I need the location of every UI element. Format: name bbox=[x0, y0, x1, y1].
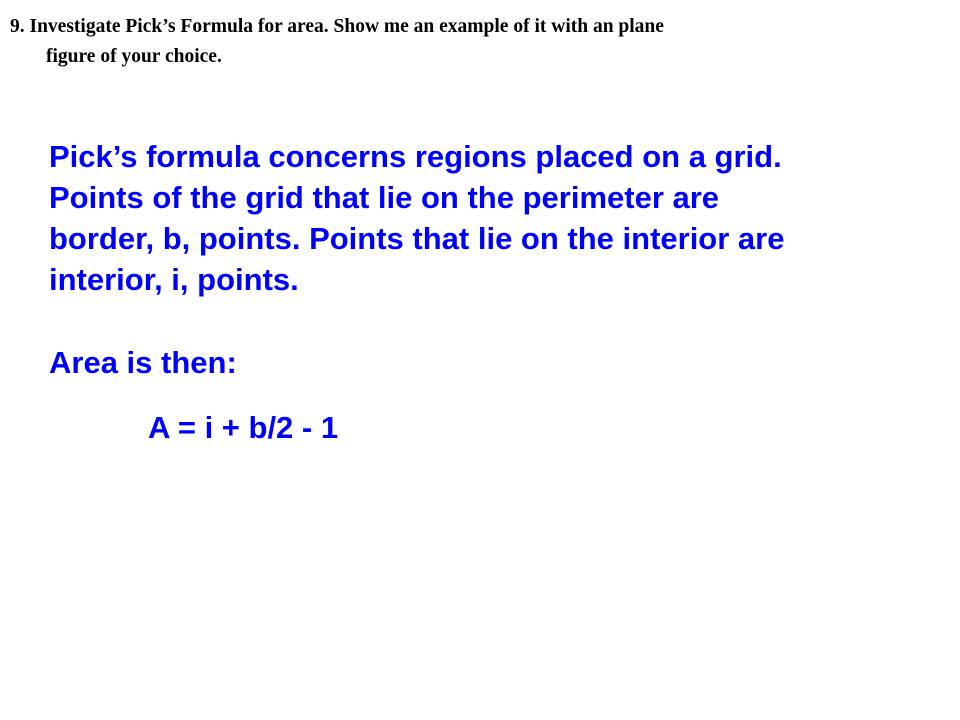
definition-line-3: border, b, points. Points that lie on the interior are bbox=[49, 221, 785, 256]
definition-paragraph bbox=[49, 136, 929, 300]
question-text bbox=[10, 12, 930, 72]
area-intro: Area is then: bbox=[49, 345, 237, 380]
question-line-1: 9. Investigate Pick’s Formula for area. Show me an example of it with an plane bbox=[10, 16, 664, 37]
picks-formula: A = i + b/2 - 1 bbox=[148, 410, 339, 445]
definition-line-2: Points of the grid that lie on the perimeter are bbox=[49, 180, 720, 215]
definition-line-1: Pick’s formula concerns regions placed on a grid. bbox=[49, 139, 782, 174]
question-line-2: figure of your choice. bbox=[46, 46, 222, 67]
definition-line-4: interior, i, points. bbox=[49, 262, 299, 297]
